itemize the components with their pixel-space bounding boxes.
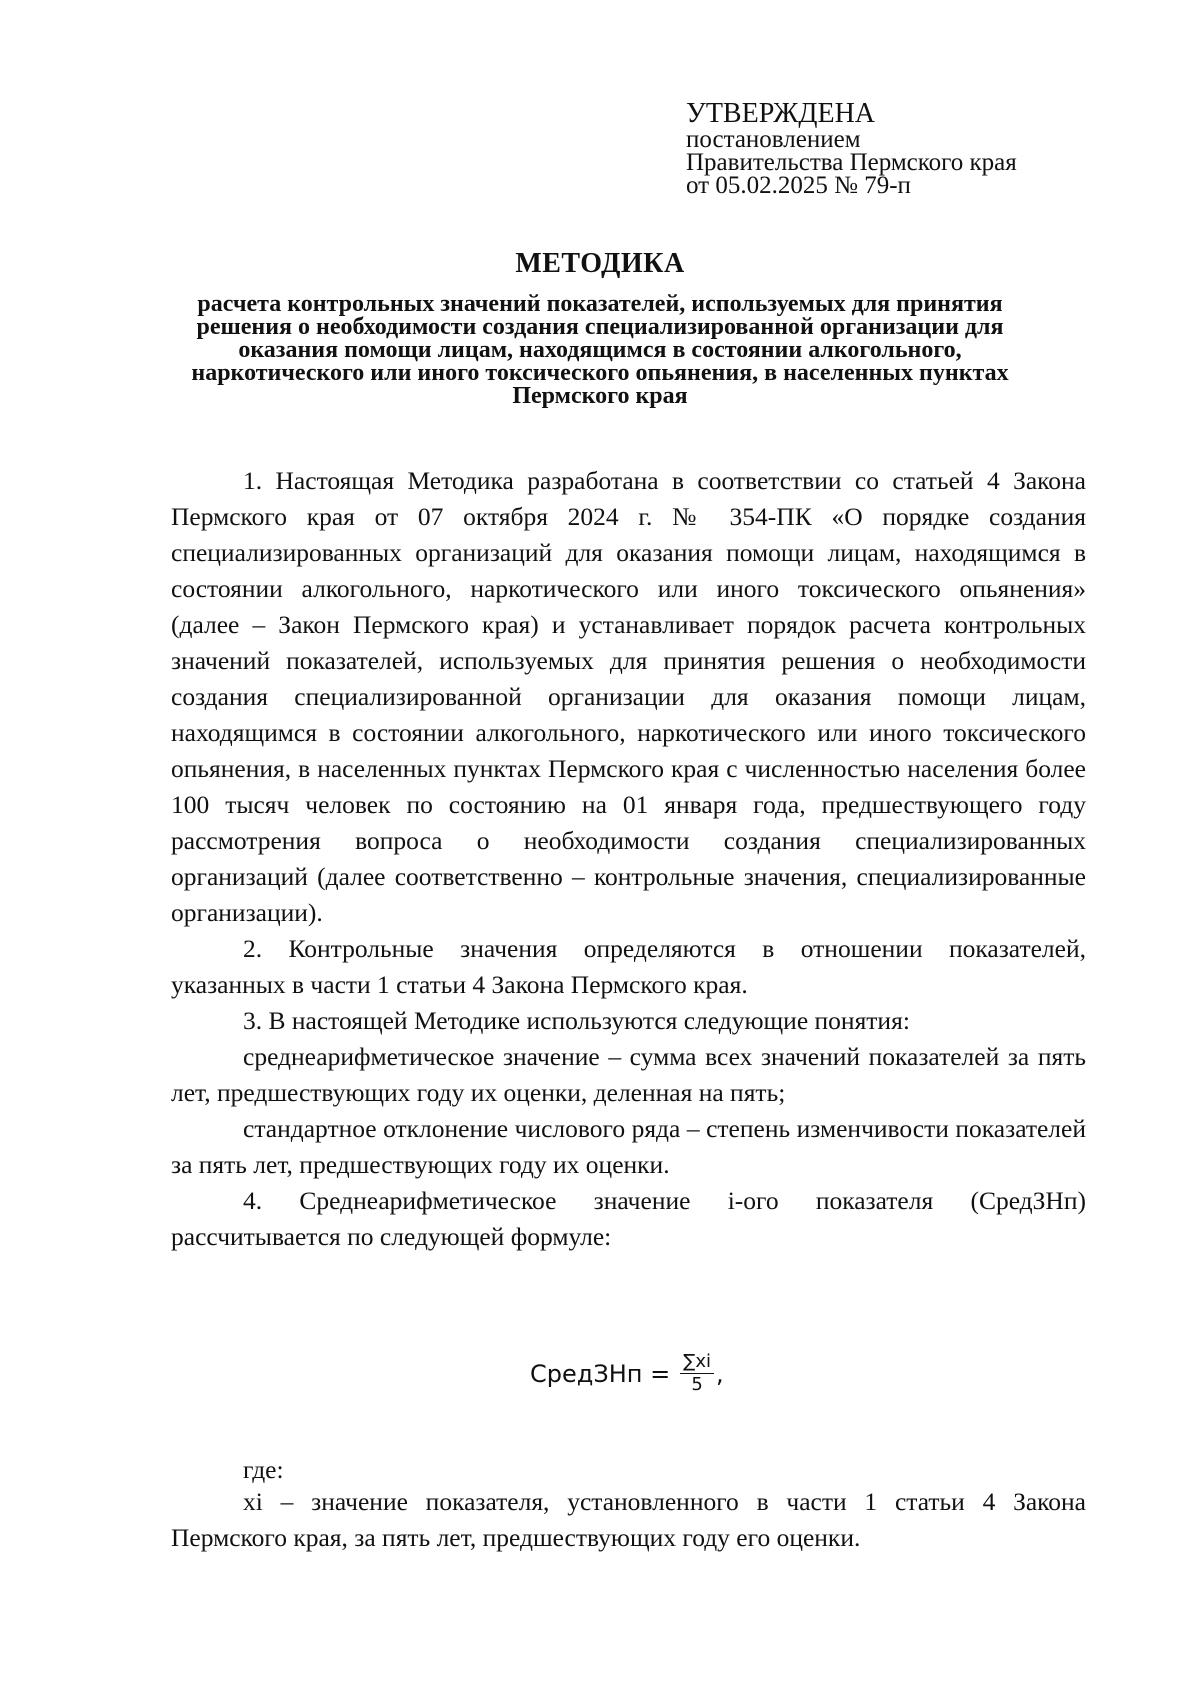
formula-numerator: ∑xi — [680, 1352, 714, 1374]
paragraph-4: 4. Среднеарифметическое значение i-ого показателя (СредЗНп) рассчитывается по следующей формуле: — [171, 1186, 1086, 1251]
paragraph-3-definition-deviation: стандартное отклонение числового ряда – степень изменчивости показателей за пять лет, предшествующих году их оценки. — [171, 1114, 1086, 1179]
approval-line-3: от 05.02.2025 № 79-п — [686, 172, 911, 199]
approval-line-1: постановлением — [686, 126, 861, 153]
paragraph-3: 3. В настоящей Методике используются следующие понятия: — [243, 1006, 910, 1035]
document-title: МЕТОДИКА — [515, 248, 685, 279]
approval-title: УТВЕРЖДЕНА — [686, 98, 876, 129]
xi-definition: xi – значение показателя, установленного в части 1 статьи 4 Закона Пермского края, за пять лет, предшествующих году его оценки. — [171, 1487, 1086, 1552]
paragraph-1: 1. Настоящая Методика разработана в соответствии со статьей 4 Закона Пермского края от 07 октября 2024 г. № 354-ПК «О порядке создания специализированных организаций для оказания помощи лицам, находящимся в состоянии алкогольного, наркотического или иного токсического опьянения» (далее – Закон Пермского края) и устанавливает порядок расчета контрольных значений показателей, используемых для принятия решения о необходимости создания специализированной организации для оказания помощи лицам, находящимся в состоянии алкогольного, наркотического или иного токсического опьянения, в населенных пунктах Пермского края с численностью населения более 100 тысяч человек по состоянию на 01 января года, предшествующего году рассмотрения вопроса о необходимости создания специализированных организаций (далее соответственно – контрольные значения, специализированные организации). — [171, 466, 1086, 927]
paragraph-2: 2. Контрольные значения определяются в отношении показателей, указанных в части 1 статьи 4 Закона Пермского края. — [171, 934, 1086, 999]
approval-line-2: Правительства Пермского края — [686, 149, 1017, 176]
formula-fraction — [680, 1352, 714, 1395]
where-label: где: — [243, 1455, 284, 1484]
paragraph-3-definition-mean: среднеарифметическое значение – сумма всех значений показателей за пять лет, предшествующих году их оценки, деленная на пять; — [171, 1042, 1086, 1107]
mean-formula — [530, 1352, 724, 1395]
formula-trailing: , — [716, 1359, 724, 1388]
xi-definition-block — [171, 1484, 1086, 1556]
formula-denominator: 5 — [691, 1374, 703, 1395]
formula-lhs: СредЗНп = — [530, 1359, 671, 1388]
approval-block — [686, 100, 1017, 197]
document-body — [171, 463, 1086, 1255]
document-subtitle: расчета контрольных значений показателей, используемых для принятия решения о необходимости создания специализированной организации для оказания помощи лицам, находящимся в состоянии алкогольного, наркотического или иного токсического опьянения, в населенных пунктах Пермского края — [191, 291, 1009, 409]
